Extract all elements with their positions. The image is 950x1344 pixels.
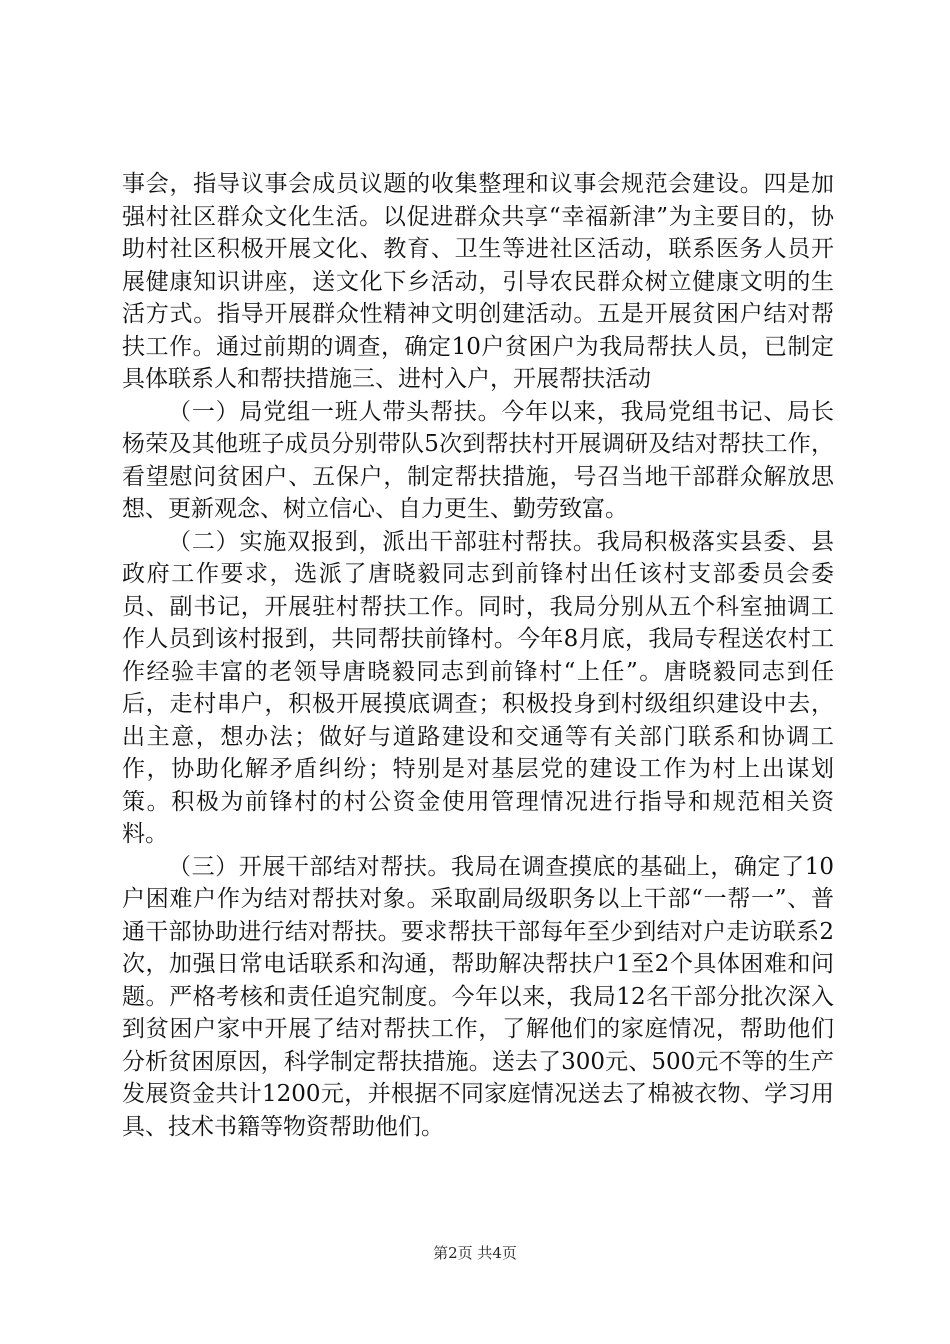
paragraph-section-one: （一）局党组一班人带头帮扶。今年以来，我局党组书记、局长杨荣及其他班子成员分别带队5次到帮扶村开展调研及结对帮扶工作，看望慰问贫困户、五保户，制定帮扶措施，号召当地干部群众解放思想、更新观念、树立信心、自力更生、勤劳致富。	[122, 398, 834, 522]
document-body	[122, 168, 834, 1143]
paragraph-section-two: （二）实施双报到，派出干部驻村帮扶。我局积极落实县委、县政府工作要求，选派了唐晓毅同志到前锋村出任该村支部委员会委员、副书记，开展驻村帮扶工作。同时，我局分别从五个科室抽调工作人员到该村报到，共同帮扶前锋村。今年8月底，我局专程送农村工作经验丰富的老领导唐晓毅同志到前锋村“上任”。唐晓毅同志到任后，走村串户，积极开展摸底调查；积极投身到村级组织建设中去，出主意，想办法；做好与道路建设和交通等有关部门联系和协调工作，协助化解矛盾纠纷；特别是对基层党的建设工作为村上出谋划策。积极为前锋村的村公资金使用管理情况进行指导和规范相关资料。	[122, 528, 834, 847]
page-number-footer: 第2页 共4页	[433, 1244, 517, 1262]
paragraph-section-three: （三）开展干部结对帮扶。我局在调查摸底的基础上，确定了10户困难户作为结对帮扶对象。采取副局级职务以上干部“一帮一”、普通干部协助进行结对帮扶。要求帮扶干部每年至少到结对户走访联系2次，加强日常电话联系和沟通，帮助解决帮扶户1至2个具体困难和问题。严格考核和责任追究制度。今年以来，我局12名干部分批次深入到贫困户家中开展了结对帮扶工作，了解他们的家庭情况，帮助他们分析贫困原因，科学制定帮扶措施。送去了300元、500元不等的生产发展资金共计1200元，并根据不同家庭情况送去了棉被衣物、学习用具、技术书籍等物资帮助他们。	[122, 853, 834, 1140]
paragraph-continuation: 事会，指导议事会成员议题的收集整理和议事会规范会建设。四是加强村社区群众文化生活。以促进群众共享“幸福新津”为主要目的，协助村社区积极开展文化、教育、卫生等进社区活动，联系医务人员开展健康知识讲座，送文化下乡活动，引导农民群众树立健康文明的生活方式。指导开展群众性精神文明创建活动。五是开展贫困户结对帮扶工作。通过前期的调查，确定10户贫困户为我局帮扶人员，已制定具体联系人和帮扶措施三、进村入户，开展帮扶活动	[122, 171, 834, 392]
